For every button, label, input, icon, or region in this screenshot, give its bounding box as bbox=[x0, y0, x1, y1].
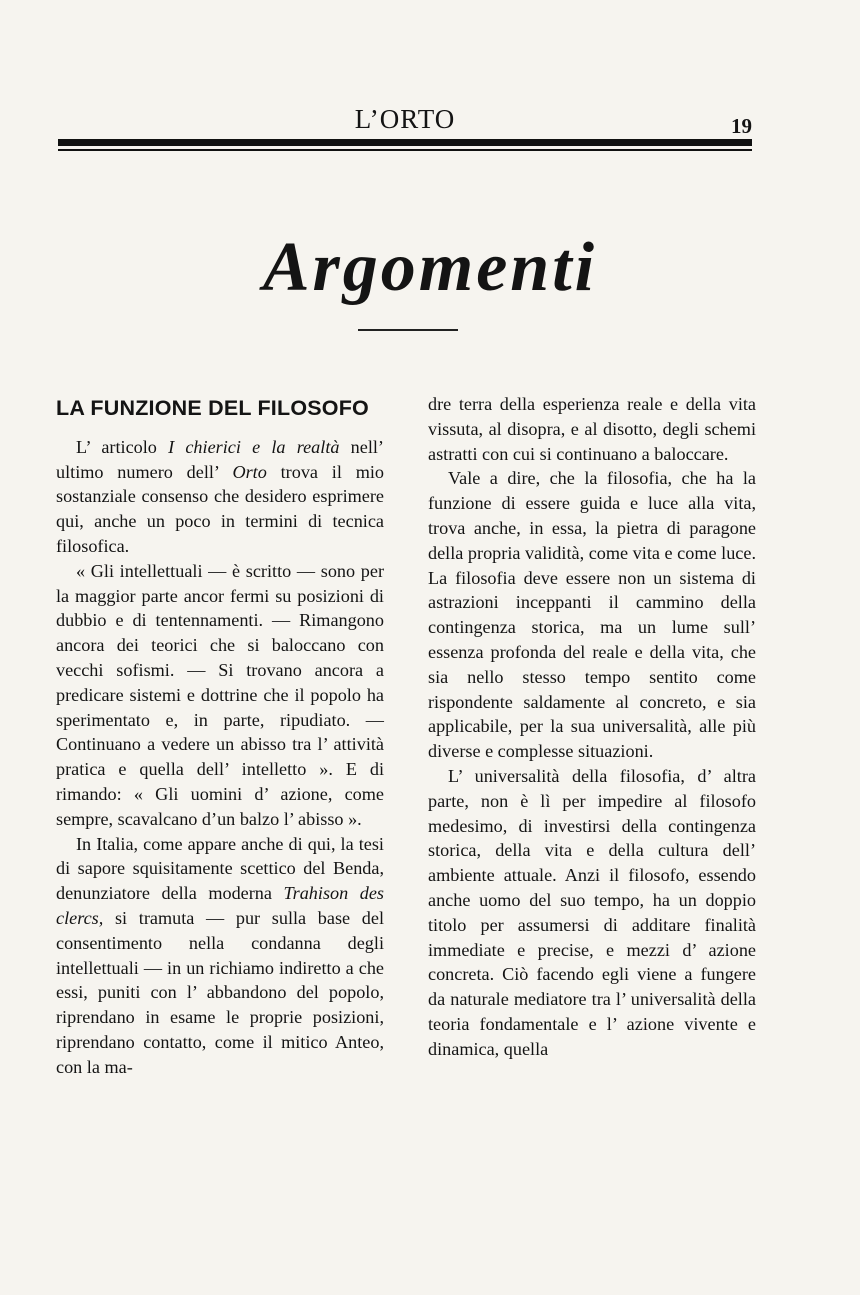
paragraph: Vale a dire, che la filosofia, che ha la funzione di essere guida e luce alla vita, trova anche, in essa, la pietra di paragone della propria validità, come vita e come luce. La filosofia deve essere non un sistema di astrazioni inceppanti il cammino della contingenza storica, ma un lume sull’ essenza profonda del reale e della vita, che sia nello stesso tempo sentito come rispondente saldamente al concreto, e sia applicabile, per la sua universalità, alle più diverse e complesse situazioni. bbox=[428, 468, 756, 762]
paragraph bbox=[56, 435, 384, 559]
header-rule bbox=[58, 139, 752, 151]
title-divider bbox=[358, 329, 458, 331]
text-run: trova il mio sostanziale consenso che desidero esprimere qui, anche un poco in termini di tecnica filosofica. bbox=[56, 461, 384, 556]
text-run: In Italia, come appare anche di qui, la tesi di sapore squisitamente scettico del Benda, denunziatore della moderna bbox=[56, 833, 384, 904]
page-header bbox=[58, 104, 752, 144]
running-title: L’ORTO bbox=[354, 104, 456, 134]
paragraph: dre terra della esperienza reale e della vita vissuta, al disopra, e al disotto, degli schemi astratti con cui si continuano a baloccare. bbox=[428, 394, 756, 464]
text-run: L’ articolo bbox=[76, 436, 169, 457]
left-column bbox=[56, 392, 384, 1080]
paragraph: « Gli intellettuali — è scritto — sono per la maggior parte ancor fermi su posizioni di dubbio e di tentennamenti. — Rimangono ancora dei teorici che si baloccano con vecchi sofismi. — Si trovano ancora a predicare sistemi e dottrine che il popolo ha sperimentato e, in parte, ripudiato. — Continuano a vedere un abisso tra l’ attività pratica e quella dell’ intelletto ». E di rimando: « Gli uomini d’ azione, come sempre, scavalcano d’un balzo l’ abisso ». bbox=[56, 560, 384, 829]
text-run: si tramuta — pur sulla base del consentimento nella condanna degli intellettuali — in un richiamo indiretto a che essi, puniti con l’ abbandono del popolo, riprendano in esame le proprie posizioni, riprendano contatto, come il mitico Anteo, con la ma- bbox=[56, 907, 384, 1077]
page-number: 19 bbox=[731, 114, 752, 138]
italic-title: Trahison des clercs, bbox=[56, 883, 384, 928]
right-column bbox=[428, 392, 756, 1062]
article-heading: LA FUNZIONE DEL FILOSOFO bbox=[56, 396, 369, 420]
italic-title: I chierici e la realtà bbox=[168, 436, 340, 457]
paragraph bbox=[56, 832, 384, 1080]
text-run: nell’ ultimo numero dell’ bbox=[56, 436, 384, 482]
italic-title: Orto bbox=[232, 461, 267, 482]
section-title: Argomenti bbox=[262, 229, 598, 306]
paragraph: L’ universalità della filosofia, d’ altra parte, non è lì per impedire al filosofo medesimo, di investirsi della contingenza storica, della vita e della cultura dell’ ambiente attuale. Anzi il filosofo, essendo anche uomo del suo tempo, ha un doppio titolo per assumersi di additare finalità immediate e precise, e mezzi d’ azione concreta. Ciò facendo egli viene a fungere da naturale mediatore tra l’ universalità della teoria fondamentale e l’ azione vivente e dinamica, quella bbox=[428, 765, 756, 1059]
